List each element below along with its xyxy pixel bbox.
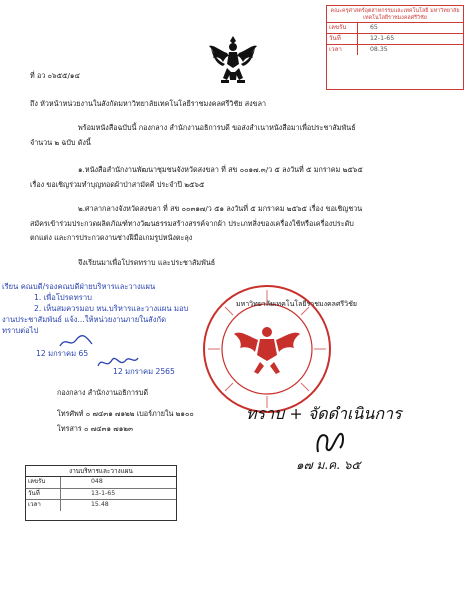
item-2-line: ตกแต่ง และการประกวดงานช่างฝีมือเกมรูปหนังตะลุง	[30, 233, 193, 242]
receipt-box-label: วันที่	[26, 489, 61, 500]
received-stamp-value: 65	[370, 24, 378, 32]
receipt-box-value: 15.48	[91, 501, 109, 508]
received-stamp-row	[327, 45, 463, 55]
closing-line: จึงเรียนมาเพื่อโปรดทราบ และประชาสัมพันธ์	[78, 258, 216, 267]
received-stamp-row	[327, 34, 463, 45]
item-1-line: ๑.หนังสือสำนักงานพัฒนาชุมชนจังหวัดสงขลา ที่ สข ๐๐๑๗.๓/ว ๕ ลงวันที่ ๕ มกราคม ๒๕๖๕	[78, 165, 363, 174]
forward-note-line: 2. เห็นสมควรมอบ หน.บริหารและวางแผน มอบ	[34, 304, 189, 313]
intro-line: พร้อมหนังสือฉบับนี้ กองกลาง สำนักงานอธิการบดี ขอส่งสำเนาหนังสือมาเพื่อประชาสัมพันธ์	[78, 123, 356, 132]
fax-line: โทรสาร ๐ ๗๔๓๑ ๗๑๒๓	[57, 424, 133, 433]
handwritten-date: ๑๗ ม.ค. ๖๕	[296, 458, 361, 472]
received-stamp	[326, 5, 464, 90]
receipt-box-row	[26, 477, 176, 489]
receipt-box-value: 13-1-65	[91, 489, 116, 497]
received-stamp-label: เวลา	[327, 45, 358, 55]
department-receipt-box	[25, 465, 177, 521]
received-stamp-value: 12-1-65	[370, 35, 395, 43]
receipt-box-value: 048	[91, 478, 103, 485]
garuda-emblem-icon	[207, 34, 259, 88]
forward-note-date: 12 มกราคม 65	[36, 349, 89, 358]
blue-signature-1-icon	[58, 334, 98, 350]
intro-line: จำนวน ๒ ฉบับ ดังนี้	[30, 138, 91, 147]
item-2-line: สมัครเข้าร่วมประกวดผลิตภัณฑ์ทางวัฒนธรรมสร้างสรรค์จากผ้า ประเภทสิ่งของเครื่องใช้หรือเครื่องประดับ	[30, 219, 354, 228]
black-signature-icon	[310, 430, 352, 456]
receipt-box-header: งานบริหารและวางแผน	[26, 466, 176, 477]
received-stamp-row	[327, 23, 463, 34]
sender-department: กองกลาง สำนักงานอธิการบดี	[57, 388, 149, 397]
forward-note-line: 1. เพื่อโปรดทราบ	[34, 293, 92, 302]
item-1-line: เรื่อง ขอเชิญร่วมทำบุญทอดผ้าป่าสามัคคี ประจำปี ๒๕๖๕	[30, 180, 205, 189]
received-stamp-header: คณะครุศาสตร์อุตสาหกรรมและเทคโนโลยี มหาวิทยาลัยเทคโนโลยีราชมงคลศรีวิชัย	[327, 6, 463, 23]
forward-note-line: งานประชาสัมพันธ์ แจ้ง...ให้หน่วยงานภายในสังกัด	[2, 315, 167, 324]
receipt-box-row	[26, 489, 176, 501]
handwritten-note: ทราบ + จัดดำเนินการ	[246, 404, 402, 423]
forward-note-date: 12 มกราคม 2565	[113, 367, 175, 376]
received-stamp-label: วันที่	[327, 34, 358, 44]
seal-caption: มหาวิทยาลัยเทคโนโลยีราชมงคลศรีวิชัย	[236, 300, 357, 308]
received-stamp-label: เลขรับ	[327, 23, 358, 33]
receipt-box-label: เวลา	[26, 500, 61, 511]
phone-line: โทรศัพท์ ๐ ๗๔๓๑ ๗๑๒๒ เบอร์ภายใน ๒๑๐๐	[57, 409, 194, 418]
receipt-box-row	[26, 500, 176, 511]
forward-note-line: ทราบต่อไป	[2, 326, 39, 335]
received-stamp-value: 08.35	[370, 46, 388, 54]
item-2-line: ๒.ศาลากลางจังหวัดสงขลา ที่ สข ๐๐๓๑๗/ว ๕๑ ลงวันที่ ๕ มกราคม ๒๕๖๕ เรื่อง ขอเชิญชวน	[78, 204, 363, 213]
forward-note-line: เรียน คณบดี/รองคณบดีฝ่ายบริหารและวางแผน	[2, 282, 156, 291]
recipient-line: ถึง หัวหน้าหน่วยงานในสังกัดมหาวิทยาลัยเทคโนโลยีราชมงคลศรีวิชัย สงขลา	[30, 99, 267, 108]
document-number: ที่ อว ๐๖๕๕/๑๔	[30, 71, 80, 80]
receipt-box-label: เลขรับ	[26, 477, 61, 488]
